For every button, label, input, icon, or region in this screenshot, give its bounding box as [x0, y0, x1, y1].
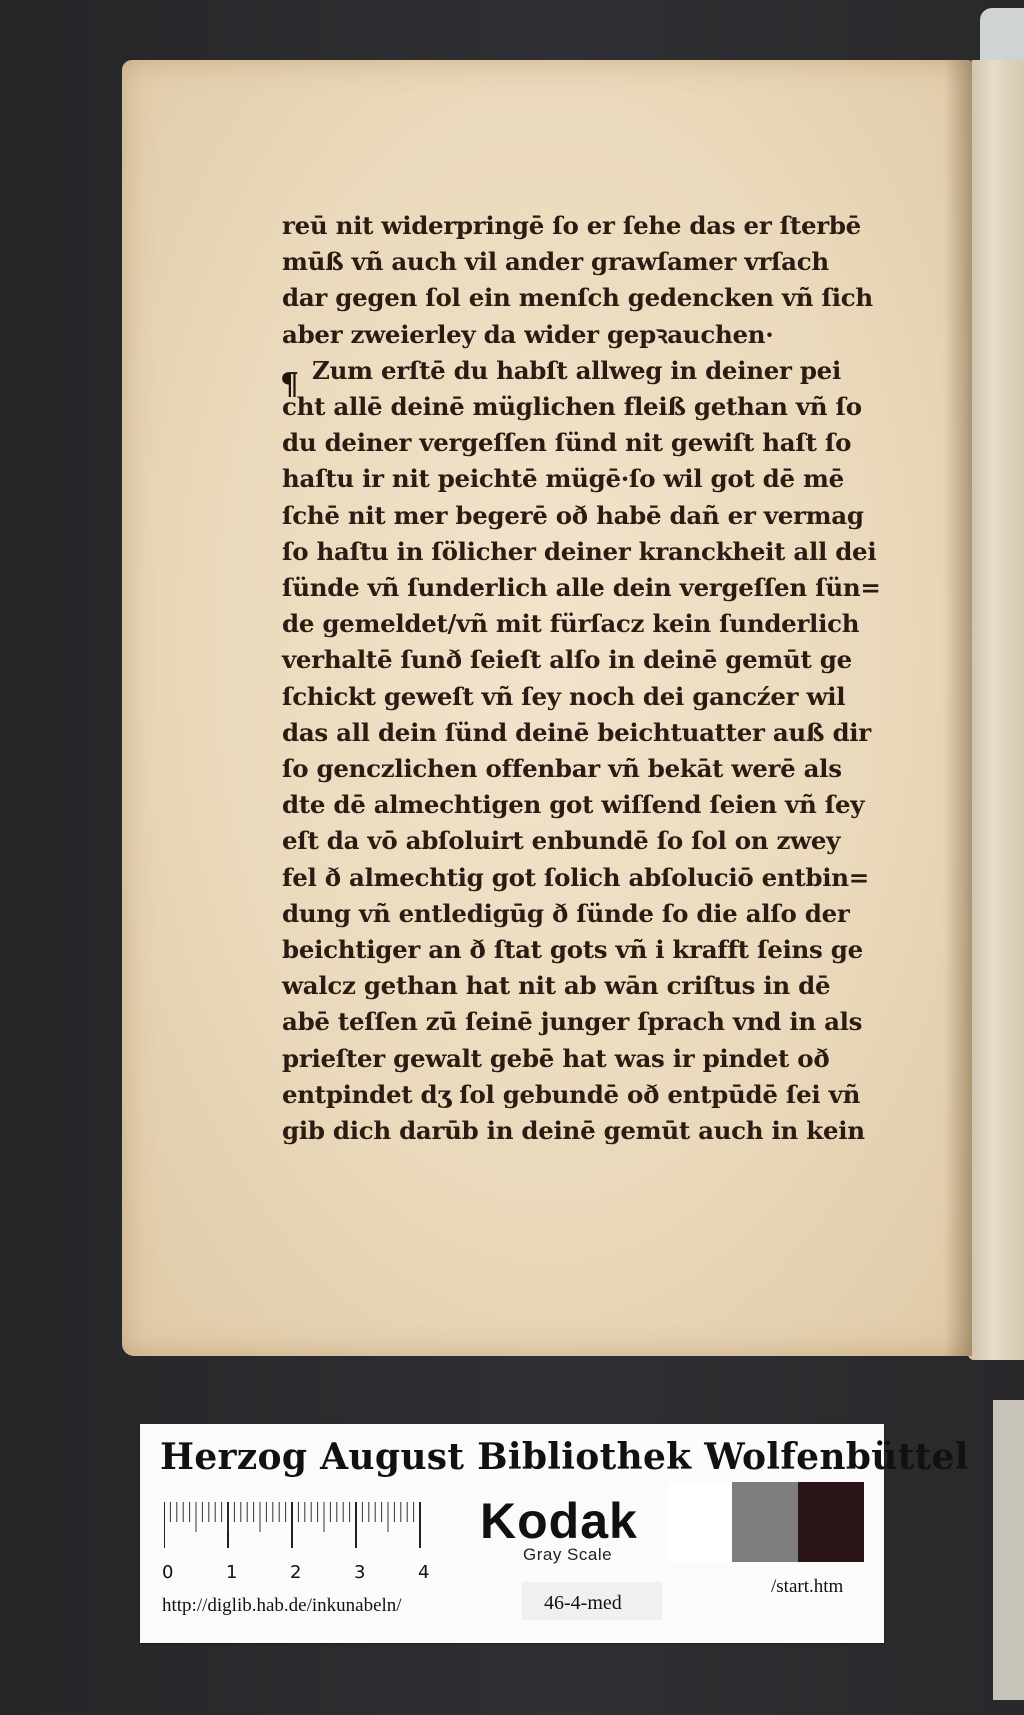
text-line: ſo haſtu in ſölicher deiner kranckheit all dei — [282, 536, 877, 566]
text-line: walcz gethan hat nit ab wān criſtus in dē — [282, 971, 831, 1001]
text-line: mūß vñ auch vil ander grawſamer vrſach — [282, 247, 829, 277]
text-line: beichtiger an ð ſtat gots vñ i krafft ſeins ge — [282, 935, 863, 965]
text-line: das all dein ſünd deinē beichtuatter auß dir — [282, 717, 871, 747]
gray-swatch-dark — [798, 1482, 864, 1562]
text-line: du deiner vergeſſen ſünd nit gewiſt haſt ſo — [282, 428, 852, 458]
text-line: verhaltē ſunð ſeieſt alſo in deinē gemūt ge — [282, 645, 852, 675]
kodak-logo: Kodak — [480, 1493, 638, 1549]
ruler-number: 4 — [418, 1562, 430, 1583]
ruler-number: 3 — [354, 1562, 366, 1583]
text-line: Zum erſtē du habſt allweg in deiner pei — [312, 355, 841, 385]
text-line: de gemeldet/vñ mit fürſacz kein ſunderlich — [282, 609, 860, 639]
adjacent-target-edge — [993, 1400, 1024, 1700]
text-line: dte dē almechtigen got wiſſend ſeien vñ ſey — [282, 790, 865, 820]
text-line: abē teſſen zū ſeinē junger ſprach vnd in als — [282, 1007, 863, 1037]
ruler — [164, 1502, 474, 1548]
color-target-card — [140, 1424, 969, 1643]
adjacent-leaf — [968, 60, 1024, 1360]
text-line: fel ð almechtig got ſolich abſoluciō entbin= — [282, 862, 870, 892]
ruler-number: 2 — [290, 1562, 302, 1583]
gray-swatch-white — [668, 1482, 732, 1562]
text-line: cht allē deinē müglichen fleiß gethan vñ ſo — [282, 392, 862, 422]
ruler-number: 0 — [162, 1562, 174, 1583]
text-line: ſchē nit mer begerē oð habē dañ er vermag — [282, 500, 864, 530]
shelfmark: 46-4-med — [544, 1592, 622, 1614]
text-line: dar gegen ſol ein menſch gedencken vñ ſich — [282, 283, 873, 313]
paragraph-mark-icon: ¶ — [280, 367, 300, 402]
blackletter-text-block — [282, 208, 892, 1149]
library-url: http://diglib.hab.de/inkunabeln/ — [162, 1595, 402, 1616]
text-line: ſo genczlichen offenbar vñ bekāt werē als — [282, 754, 842, 784]
url-suffix: /start.htm — [771, 1576, 844, 1597]
text-line: dung vñ entledigūg ð ſünde ſo die alſo der — [282, 898, 850, 928]
text-line: reū nit widerpringē ſo er ſehe das er ſterbē — [282, 211, 861, 240]
text-line: ſünde vñ ſunderlich alle dein vergeſſen ſün= — [282, 573, 881, 603]
page-gutter-shadow — [944, 60, 972, 1356]
ruler-number: 1 — [226, 1562, 238, 1583]
text-line: prieſter gewalt gebē hat was ir pindet oð — [282, 1043, 830, 1073]
gray-swatch-mid — [732, 1482, 798, 1562]
library-name: Herzog August Bibliothek Wolfenbüttel — [160, 1436, 969, 1478]
text-line: ſchickt geweſt vñ ſey noch dei gancźer wil — [282, 681, 846, 711]
text-line: gib dich darūb in deinē gemūt auch in kein — [282, 1116, 865, 1146]
text-line: haſtu ir nit peichtē mügē·ſo wil got dē mē — [282, 464, 844, 494]
text-line: aber zweierley da wider gepꝛauchen· — [282, 319, 774, 349]
gray-scale-label: Gray Scale — [523, 1545, 613, 1564]
text-line: entpindet dʒ ſol gebundē oð entpūdē ſei vñ — [282, 1079, 861, 1109]
text-line: eſt da vō abſoluirt enbundē ſo ſol on zwey — [282, 826, 841, 856]
